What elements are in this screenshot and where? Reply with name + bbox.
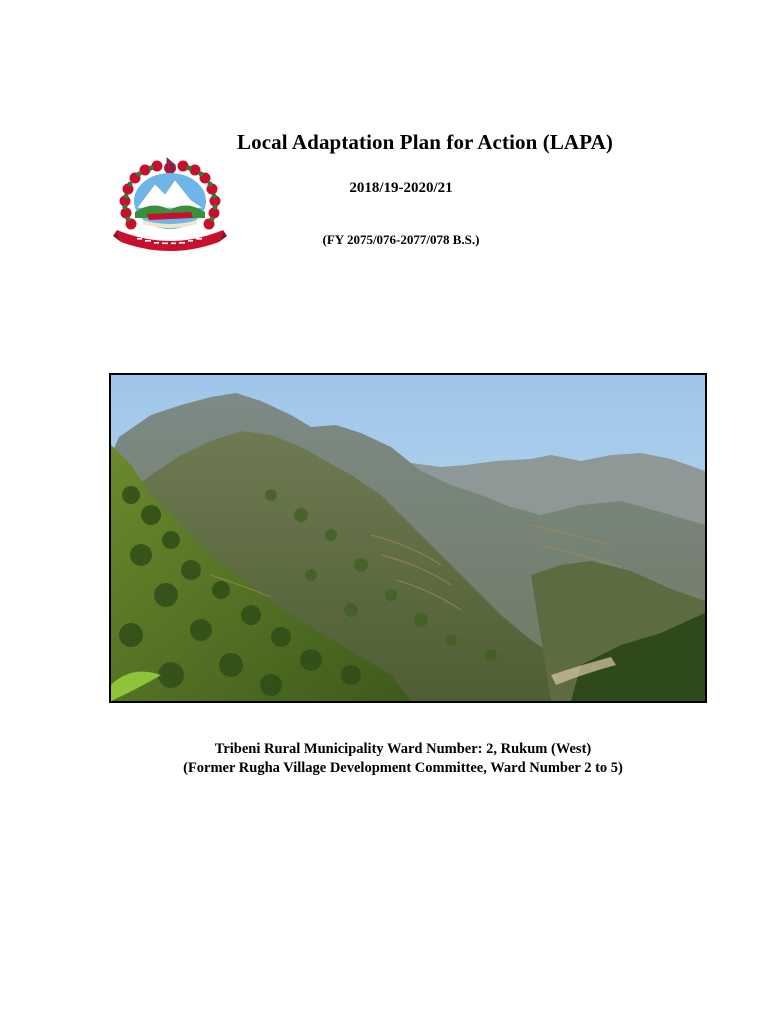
caption-line-2: (Former Rugha Village Development Committee, Ward Number 2 to 5): [183, 760, 623, 776]
mountain-landscape-photo: [111, 375, 705, 701]
fiscal-year: (FY 2075/076-2077/078 B.S.): [322, 232, 480, 247]
document-title: Local Adaptation Plan for Action (LAPA): [237, 130, 613, 154]
plan-period: 2018/19-2020/21: [349, 180, 453, 196]
cover-photo: [109, 373, 707, 703]
caption-block: [0, 740, 768, 778]
caption-line-1: Tribeni Rural Municipality Ward Number: 2, Rukum (West): [214, 741, 592, 757]
